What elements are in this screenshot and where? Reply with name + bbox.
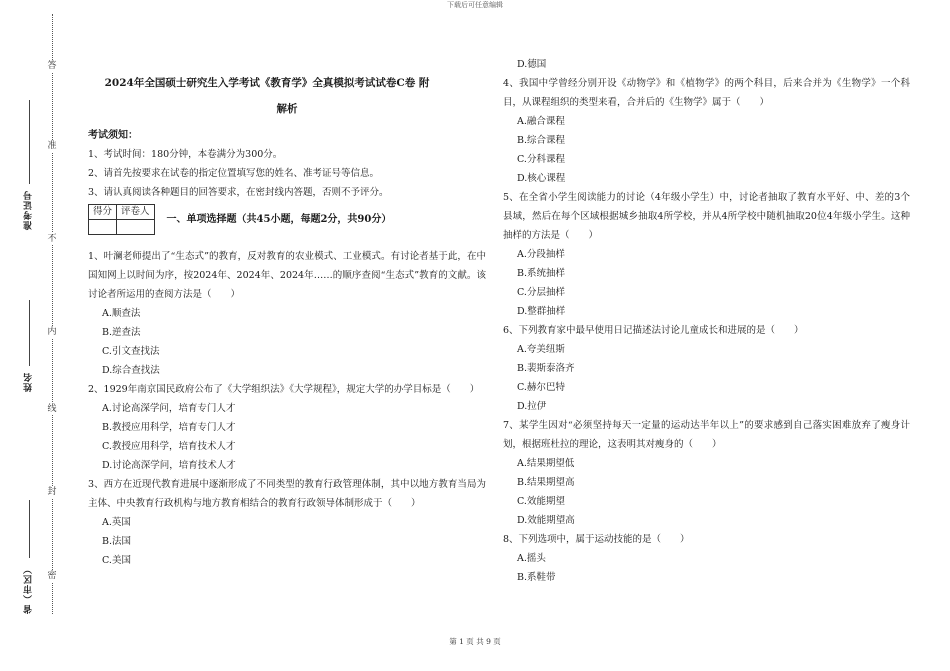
question-stem: 5、在全省小学生阅读能力的讨论（4年级小学生）中，讨论者抽取了教育水平好、中、差的3个县域，然后在每个区域根据城乡抽取4所学校，并从4所学校中随机抽取20位4年级小学生。这种抽样的方法是（ ） [503, 192, 910, 241]
question-option: A.英国 [102, 517, 131, 528]
right-questions [503, 74, 910, 587]
question-option: C.赫尔巴特 [517, 382, 565, 393]
left-column [88, 70, 486, 570]
question-option: C.分科课程 [517, 154, 565, 165]
page-title: 2024年全国硕士研究生入学考试《教育学》全真模拟考试试卷C卷 附 [104, 77, 430, 89]
province-label: 省（市区） [24, 564, 34, 614]
exam-number-label: 准考证号 [24, 190, 34, 230]
score-cell: 得分 [89, 205, 117, 220]
seal-char: 密 [47, 571, 57, 581]
score-section [88, 204, 486, 235]
question-option: D.整群抽样 [517, 306, 566, 317]
question-option: D.讨论高深学问，培育技术人才 [102, 460, 236, 471]
seal-char: 答 [47, 61, 57, 71]
seal-dotted-line [52, 14, 53, 614]
score-table [88, 204, 155, 235]
question-option: A.分段抽样 [517, 249, 565, 260]
question-stem: 2、1929年南京国民政府公布了《大学组织法》《大学规程》，规定大学的办学目标是（ ） [88, 384, 480, 395]
page-footer: 第 1 页 共 9 页 [449, 637, 501, 646]
seal-char: 不 [47, 234, 57, 244]
seal-char: 准 [47, 141, 57, 151]
notice-item: 1、考试时间：180分钟，本卷满分为300分。 [88, 149, 283, 160]
question-option: B.结果期望高 [517, 477, 575, 488]
question-stem: 6、下列教育家中最早使用日记描述法讨论儿童成长和进展的是（ ） [503, 325, 804, 336]
right-column [503, 55, 910, 587]
question-option: A.结果期望低 [517, 458, 575, 469]
section-heading: 一、单项选择题（共45小题，每题2分，共90分） [166, 214, 392, 225]
question-option: A.顺查法 [102, 308, 141, 319]
question-option: D.效能期望高 [517, 515, 575, 526]
question-option: A.摇头 [517, 553, 546, 564]
binding-margin [0, 0, 60, 671]
top-note: 下载后可任意编辑 [447, 1, 503, 9]
question-stem: 4、我国中学曾经分别开设《动物学》和《植物学》的两个科目，后来合并为《生物学》一个科目，从课程组织的类型来看，合并后的《生物学》属于（ ） [503, 78, 910, 108]
grader-blank [117, 220, 155, 235]
question-option: D.综合查找法 [102, 365, 160, 376]
score-blank [89, 220, 117, 235]
question-option: B.裴斯泰洛齐 [517, 363, 575, 374]
left-questions [88, 247, 486, 570]
grader-cell: 评卷人 [117, 205, 155, 220]
question-option: C.教授应用科学，培育技术人才 [102, 441, 236, 452]
question-option: A.讨论高深学问，培育专门人才 [102, 403, 236, 414]
question-stem: 3、西方在近现代教育进展中逐渐形成了不同类型的教育行政管理体制，其中以地方教育当局为主体、中央教育行政机构与地方教育相结合的教育行政领导体制形成于（ ） [88, 479, 486, 509]
exam-number-line [29, 100, 30, 184]
question-stem: 8、下列选项中，属于运动技能的是（ ） [503, 534, 690, 545]
question-option: A.夸美纽斯 [517, 344, 565, 355]
question-option: A.融合课程 [517, 116, 565, 127]
question-option: D.德国 [517, 59, 547, 70]
question-option: C.分层抽样 [517, 287, 565, 298]
notice-heading: 考试须知： [88, 130, 138, 141]
question-option: B.系统抽样 [517, 268, 566, 279]
notice-item: 3、请认真阅读各种题目的回答要求，在密封线内答题，否则不予评分。 [88, 187, 389, 198]
question-option: B.教授应用科学，培育专门人才 [102, 422, 236, 433]
question-option: C.美国 [102, 555, 131, 566]
seal-char: 内 [47, 327, 57, 337]
page-title-cont: 解析 [276, 103, 298, 115]
question-option: B.法国 [102, 536, 132, 547]
notice-item: 2、请首先按要求在试卷的指定位置填写您的姓名、准考证号等信息。 [88, 168, 380, 179]
question-option: C.引文查找法 [102, 346, 160, 357]
question-option: C.效能期望 [517, 496, 565, 507]
question-stem: 7、某学生因对“必须坚持每天一定量的运动达半年以上”的要求感到自己落实困难放弃了瘦身计划，根据班杜拉的理论，这表明其对瘦身的（ ） [503, 420, 910, 450]
seal-char: 封 [47, 487, 57, 497]
question-option: B.系鞋带 [517, 572, 556, 583]
name-line [29, 300, 30, 366]
name-label: 姓名 [24, 372, 34, 392]
question-option: B.综合课程 [517, 135, 566, 146]
question-stem: 1、叶澜老师提出了“生态式”的教育，反对教育的农业模式、工业模式。有讨论者基于此，在中国知网上以时间为序，按2024年、2024年、2024年……的顺序查阅“生态式”教育的文献。该讨论者所运用的查阅方法是（ ） [88, 251, 486, 300]
seal-char: 线 [47, 404, 57, 414]
province-line [29, 500, 30, 558]
question-option: D.核心课程 [517, 173, 566, 184]
question-option: B.逆查法 [102, 327, 141, 338]
question-option: D.拉伊 [517, 401, 547, 412]
